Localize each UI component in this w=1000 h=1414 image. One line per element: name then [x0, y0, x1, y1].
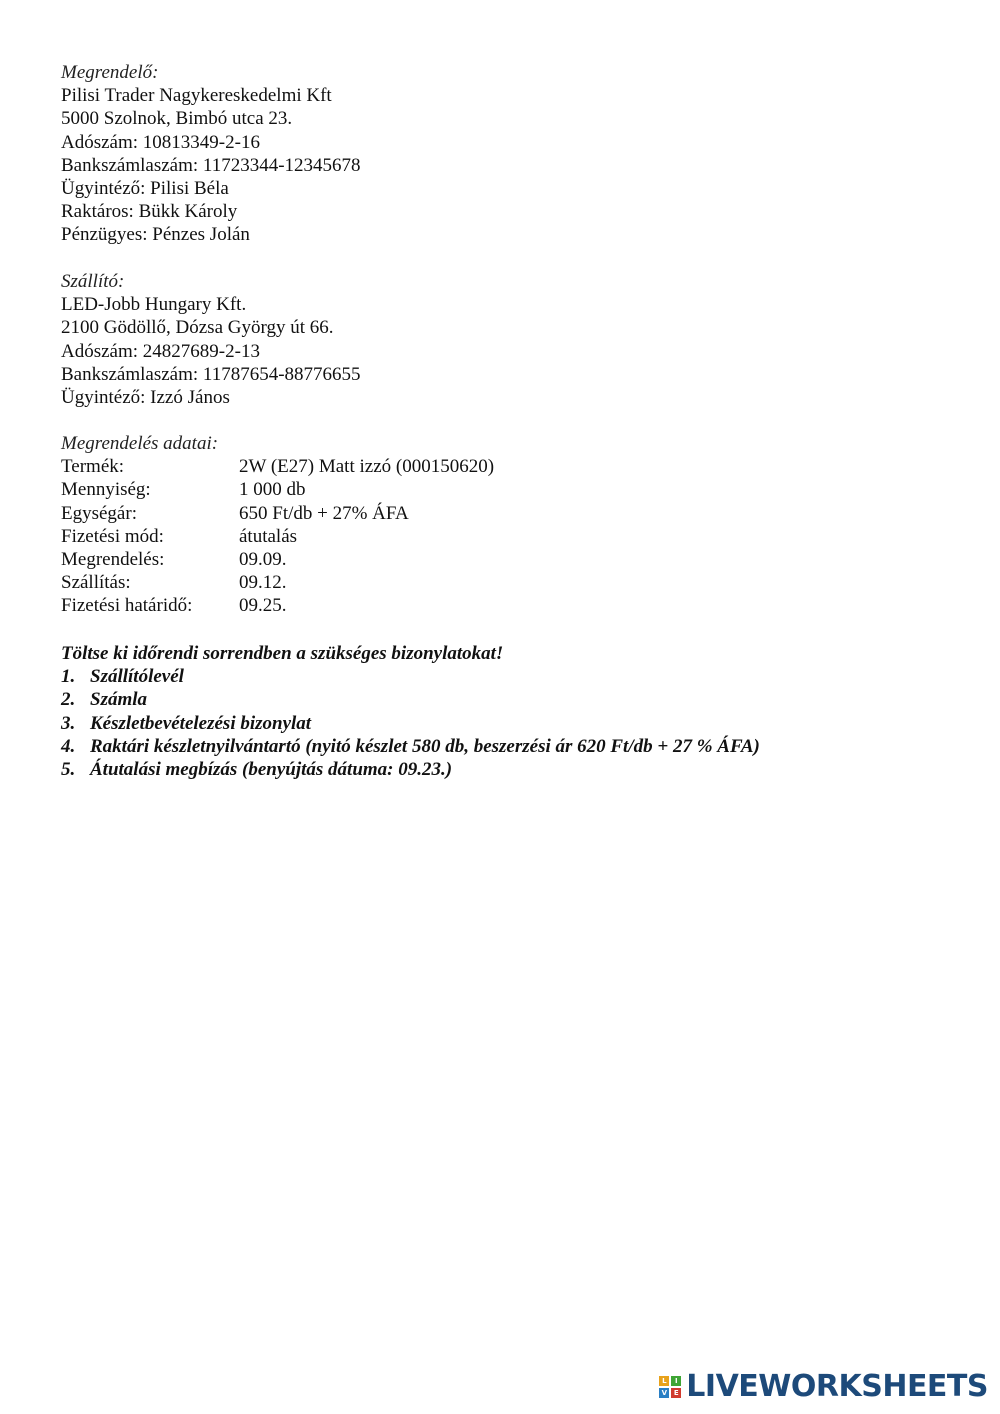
order-row	[61, 571, 941, 594]
logo-mark-square: L	[659, 1376, 669, 1386]
logo-text: LIVEWORKSHEETS	[686, 1369, 988, 1404]
order-row	[61, 548, 941, 571]
customer-line: Pilisi Trader Nagykereskedelmi Kft	[61, 85, 332, 107]
supplier-line: 2100 Gödöllő, Dózsa György út 66.	[61, 317, 334, 339]
customer-line: Pénzügyes: Pénzes Jolán	[61, 224, 250, 246]
order-value: 09.12.	[239, 572, 287, 594]
order-key: Megrendelés:	[61, 548, 165, 570]
task-item-number: 3.	[61, 712, 76, 734]
task-item	[61, 735, 941, 758]
customer-section	[61, 61, 941, 247]
logo-mark-square: V	[659, 1388, 669, 1398]
logo-mark-icon	[659, 1376, 681, 1398]
supplier-line: LED-Jobb Hungary Kft.	[61, 294, 247, 316]
supplier-label: Szállító:	[61, 271, 125, 292]
order-row	[61, 455, 941, 478]
task-item-number: 5.	[61, 758, 76, 780]
task-item-number: 2.	[61, 689, 76, 711]
task-item-text: Szállítólevél	[90, 666, 184, 688]
order-key: Mennyiség:	[61, 479, 151, 501]
order-row	[61, 502, 941, 525]
order-label: Megrendelés adatai:	[61, 433, 219, 454]
task-item-number: 4.	[61, 735, 76, 757]
customer-line: Bankszámlaszám: 11723344-12345678	[61, 154, 361, 176]
task-item	[61, 665, 941, 688]
order-key: Termék:	[61, 456, 125, 478]
order-value: 09.25.	[239, 595, 287, 617]
customer-label: Megrendelő:	[61, 62, 159, 83]
order-key: Szállítás:	[61, 572, 131, 594]
order-value: átutalás	[239, 525, 298, 547]
task-item	[61, 758, 941, 781]
order-value: 09.09.	[239, 548, 287, 570]
order-key: Fizetési határidő:	[61, 595, 193, 617]
task-instruction: Töltse ki időrendi sorrendben a szükséges bizonylatokat!	[61, 643, 504, 664]
task-section	[61, 642, 941, 781]
customer-line: 5000 Szolnok, Bimbó utca 23.	[61, 108, 293, 130]
task-item	[61, 688, 941, 711]
customer-line: Ügyintéző: Pilisi Béla	[61, 177, 229, 199]
task-item-text: Számla	[90, 689, 148, 711]
logo-mark-square: I	[671, 1376, 681, 1386]
supplier-section	[61, 270, 941, 409]
customer-line: Adószám: 10813349-2-16	[61, 131, 260, 153]
task-item	[61, 712, 941, 735]
supplier-line: Ügyintéző: Izzó János	[61, 386, 230, 408]
order-row	[61, 478, 941, 501]
supplier-line: Adószám: 24827689-2-13	[61, 340, 260, 362]
logo-mark-square: E	[671, 1388, 681, 1398]
task-item-text: Átutalási megbízás (benyújtás dátuma: 09.23.)	[90, 758, 453, 780]
order-row	[61, 525, 941, 548]
task-item-text: Készletbevételezési bizonylat	[90, 712, 312, 734]
supplier-line: Bankszámlaszám: 11787654-88776655	[61, 363, 361, 385]
order-value: 2W (E27) Matt izzó (000150620)	[239, 456, 495, 478]
task-item-text: Raktári készletnyilvántartó (nyitó készlet 580 db, beszerzési ár 620 Ft/db + 27 % ÁFA)	[90, 735, 760, 757]
order-value: 1 000 db	[239, 479, 306, 501]
order-key: Egységár:	[61, 502, 137, 524]
task-item-number: 1.	[61, 666, 76, 688]
customer-line: Raktáros: Bükk Károly	[61, 201, 238, 223]
order-value: 650 Ft/db + 27% ÁFA	[239, 502, 409, 524]
order-key: Fizetési mód:	[61, 525, 164, 547]
order-section	[61, 432, 941, 618]
liveworksheets-logo[interactable]	[659, 1369, 988, 1404]
order-row	[61, 594, 941, 617]
